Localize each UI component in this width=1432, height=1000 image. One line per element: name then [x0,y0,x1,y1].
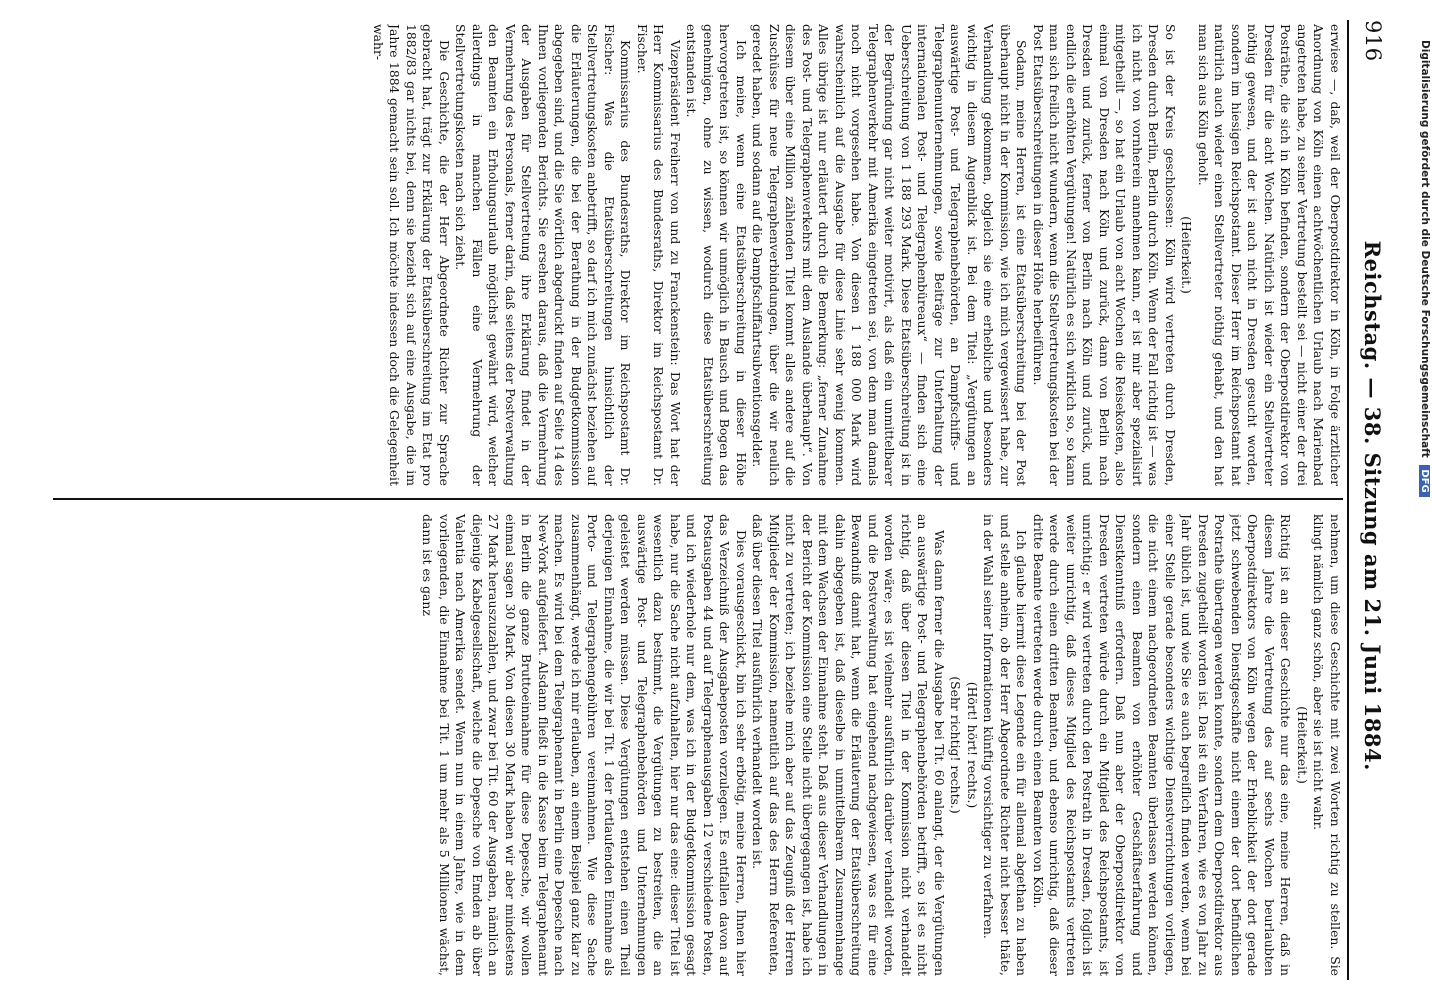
paragraph: Richtig ist an dieser Geschichte nur das eine, meine Herren, daß in diesem Jahre die Vertretung des auf sechs Wochen beurlaubten Oberpostdirektors von Köln wegen der Erheblichkeit der dort gerade jetzt schwebenden Dienstgeschäfte nicht einem der dort befindlichen Postrathe übertragen werden konnte, sondern dem Oberpostdirektor aus Dresden zugetheilt worden ist. Das ist ein Verfahren, wie es von Jahr zu Jahr üblich ist, und wie Sie es auch begreiflich finden werden, wenn bei einer Stelle gerade besonders wichtige Dienstverrichtungen vorliegen, die nicht einem nachgeordneten Beamten überlassen werden können, sondern einen Beamten von erhöhter Geschäftserfahrung und Dienstkenntniß erfordern. Daß nun aber der Oberpostdirektor von Dresden vertreten würde durch ein Mitglied des Reichspostamts, ist unrichtig; er wird vertreten durch den Postrath in Dresden, folglich ist weiter unrichtig, daß dieses Mitglied des Reichspostamts vertreten werde durch einen dritten Beamten, und ebenso unrichtig, daß dieser dritte Beamte vertreten werde durch einen Beamten von Köln. [1031,514,1294,976]
interjection: (Sehr richtig! rechts.) [948,676,964,814]
paragraph: Ich glaube hiermit diese Legende ein für allemal abgethan zu haben und stelle anheim, ob der Herr Abgeordnete Richter nicht besser thäte, in der Wahl seiner Informationen künftig vorsichtiger zu verfahren. [981,514,1030,976]
paragraph: Vizepräsident Freiherr von und zu Franckenstein: Das Wort hat der Herr Kommissarius des Bundesraths, Direktor im Reichspostamt Dr. Fischer. [635,24,683,486]
dfg-credit [1419,40,1431,960]
digitization-sidebar [1404,0,1432,1000]
column-divider [53,498,1343,500]
interjection: (Hört! hört! rechts.) [965,681,980,809]
paragraph: Kommissarius des Bundesraths, Direktor im Reichspostamt Dr. Fischer: Was die Etatsüberschreitungen hinsichtlich der Stellvertretungskosten anbetrifft, so darf ich mich zunächst beziehen auf die Erläuterungen, die bei der Berathung in der Budgetkommission abgegeben sind, und die Sie wörtlich abgedruckt finden auf Seite 14 des Ihnen vorliegenden Berichts. Sie ersehen daraus, daß die Vermehrung der Ausgaben für Stellvertretung ihre Erklärung findet in der Vermehrung des Personals, ferner darin, daß seitens der Postverwaltung den Beamten ein Erholungsurlaub möglichst gewährt wird, welcher allerdings in manchen Fällen eine Vermehrung der Stellvertretungskosten nach sich zieht. [453,24,634,486]
paragraph: Die Geschichte, die der Herr Abgeordnete Richter zur Sprache gebracht hat, trägt zur Erklärung der Etatsüberschreitung im Etat pro 1882/83 gar nichts bei, denn sie bezieht sich auf eine Ausgabe, die im Jahre 1884 gemacht sein soll. Ich möchte indessen doch die Gelegenheit wahr- [371,24,452,486]
interjection: (Heiterkeit.) [1295,706,1310,784]
paragraph: Was dann ferner die Ausgabe bei Tit. 60 anlangt, der die Vergütungen an auswärtige Post- und Telegraphenbehörden betrifft, so ist es nicht richtig, daß über diesen Titel in der Kommission nicht verhandelt worden wäre; es ist vielmehr ausführlich darüber verhandelt worden, und die Postverwaltung hat eingehend nachgewiesen, was es für eine Bewandniß damit hat, wenn die Erläuterung der Etatsüberschreitung dahin abgegeben ist, daß dieselbe in unmittelbarem Zusammenhange mit dem Wachsen der Einnahme steht. Daß aus dieser Verhandlungen in der Bericht der Kommission eine Stelle nicht übergegangen ist, habe ich nicht zu vertreten; ich beziehe mich aber auf das Zeugniß der Herren Mitglieder der Kommission, namentlich auf das des Herrn Referenten, daß über diesen Titel ausführlich verhandelt worden ist. [750,514,947,976]
right-column [53,514,1343,976]
credit-text: Digitalisierung gefördert durch die Deutsche Forschungsgemeinschaft [1419,40,1431,458]
paragraph: Dies vorausgeschickt, bin ich sehr erbötig, meine Herren, Ihnen hier das Verzeichniß der Ausgabeposten vorzulegen. Es entfallen davon auf Postausgaben 44 und auf Telegraphenausgaben 12 verschiedene Posten, und ich wiederhole nur dem, was ich in der Budgetkommission gesagt habe, nur die Sache nicht aufzuhalten, hier nur das eine: dieser Titel ist wesentlich dazu bestimmt, die Vergütungen zu bestreiten, die an auswärtige Post- und Telegraphenbehörden und Unternehmungen geleistet werden müssen. Diese Vergütungen entstehen einen Theil derjenigen Einnahme, die wir bei Tit. 1 der fortlaufenden Einnahme als Porto- und Telegraphengebühren vereinnahmen. Wie diese Sache zusammenhängt, werde ich mir erlauben, an einem Beispiel ganz klar zu machen. Es wird bei dem Telegraphenamt in Berlin eine Depesche nach New-York aufgeliefert. Alsdann fließt in die Kasse beim Telegraphenamt in Berlin die ganze Bruttoeinnahme für diese Depesche, wir wollen einmal sagen 30 Mark. Von diesen 30 Mark haben wir aber mindestens 27 Mark herauszuzahlen, und zwar bei Tit. 60 der Ausgaben, nämlich an diejenige Kabelgesellschaft, welche die Depesche von Emden ab über Valentia nach Amerika sendet. Wenn nun in einem Jahre, wie in dem vorliegenden, die Einnahme bei Tit. 1 um mehr als 5 Millionen wächst, dann ist es ganz [420,514,749,976]
paragraph: Sodann, meine Herren, ist eine Etatsüberschreitung bei der Post überhaupt nicht in der Kommission, wie ich mich vergewissert habe, zur Verhandlung gekommen, obgleich sie eine erhebliche und besonders wichtig in diesem Augenblick ist. Bei dem Titel: „Vergütungen an auswärtige Post- und Telegraphenbehörden, an Dampfschiffs- und Telegraphenunternehmungen, sowie Beiträge zur Unterhaltung der internationalen Post- und Telegraphenbüreaux“ — finden sich eine Ueberschreitung von 1 188 293 Mark. Diese Etatsüberschreitung ist in der Begründung gar nicht weiter motivirt, als daß ein unmittelbarer Telegraphenverkehr mit Amerika eingetreten sei, von dem man damals noch nicht vorgesehen habe. Von diesen 1 188 000 Mark wird wahrscheinlich auf die Ausgabe für diese Linie sehr wenig kommen. Alles übrige ist nur erläutert durch die Bemerkung: „ferner Zunahme des Post- und Telegraphenverkehrs mit dem Auslande überhaupt“. Von diesem über eine Million zählenden Titel kommt alles andere auf die Zuschüsse für neue Telegraphenverbindungen, über die wir neulich geredet haben, und sodann auf die Dampfschiffahrtsubventionsgelder. [750,24,1030,486]
interjection: (Heiterkeit.) [1179,216,1195,294]
header-rule [1347,20,1349,980]
dfg-logo: DFG [1419,465,1430,496]
document-page [43,20,1393,980]
paragraph: So ist der Kreis geschlossen: Köln wird vertreten durch Dresden, Dresden durch Berlin, Berlin durch Köln. Wenn der Fall richtig ist — was ich nicht von vornherein annehmen kann, er ist mir aber spezialisirt mitgetheilt —, so hat ein Urlaub von acht Wochen die Reisekosten, also einmal von Dresden nach Köln und zurück, dann von Berlin nach Dresden und zurück, ferner von Berlin nach Köln und zurück, und endlich die erhöhten Vergütungen! Natürlich es sich wirklich so, so kann man sich freilich nicht wundern, wenn die Stellvertretungskosten bei der Post Etatsüberschreitungen in dieser Höhe herbeiführen. [1031,24,1178,486]
page-number: 916 [1361,20,1385,62]
page-title: Reichstag. — 38. Sitzung am 21. Juni 1884. [1360,240,1386,771]
paragraph: erwiese —, daß, weil der Oberpostdirektor in Köln, in Folge ärztlicher Anordnung von Köln einen achtwöchentlichen Urlaub nach Marienbad angetreten habe, zu seiner Vertretung bestellt sei — nicht einer der drei Posträthe, die sich in Köln befinden, sondern der Oberpostdirektor von Dresden für die acht Wochen. Natürlich ist wieder ein Stellvertreter nöthig gewesen, und der ist auch nicht in Dresden gesucht worden, sondern im hiesigen Reichspostamt. Dieser Herr im Reichspostamt hat natürlich auch wieder einen Stellvertreter nöthig gehabt, und den hat man sich aus Köln geholt. [1196,24,1343,486]
paragraph: nehmen, um diese Geschichte mit zwei Worten richtig zu stellen. Sie klingt nämlich ganz schön, aber sie ist nicht wahr. [1311,514,1343,976]
page-header [1353,20,1393,980]
paragraph: Ich meine, wenn eine Etatsüberschreitung in dieser Höhe hervorgetreten ist, so können wir unmöglich in Bausch und Bogen das genehmigen, ohne zu wissen, wodurch diese Etatsüberschreitung entstanden ist. [684,24,749,486]
left-column [53,24,1343,486]
